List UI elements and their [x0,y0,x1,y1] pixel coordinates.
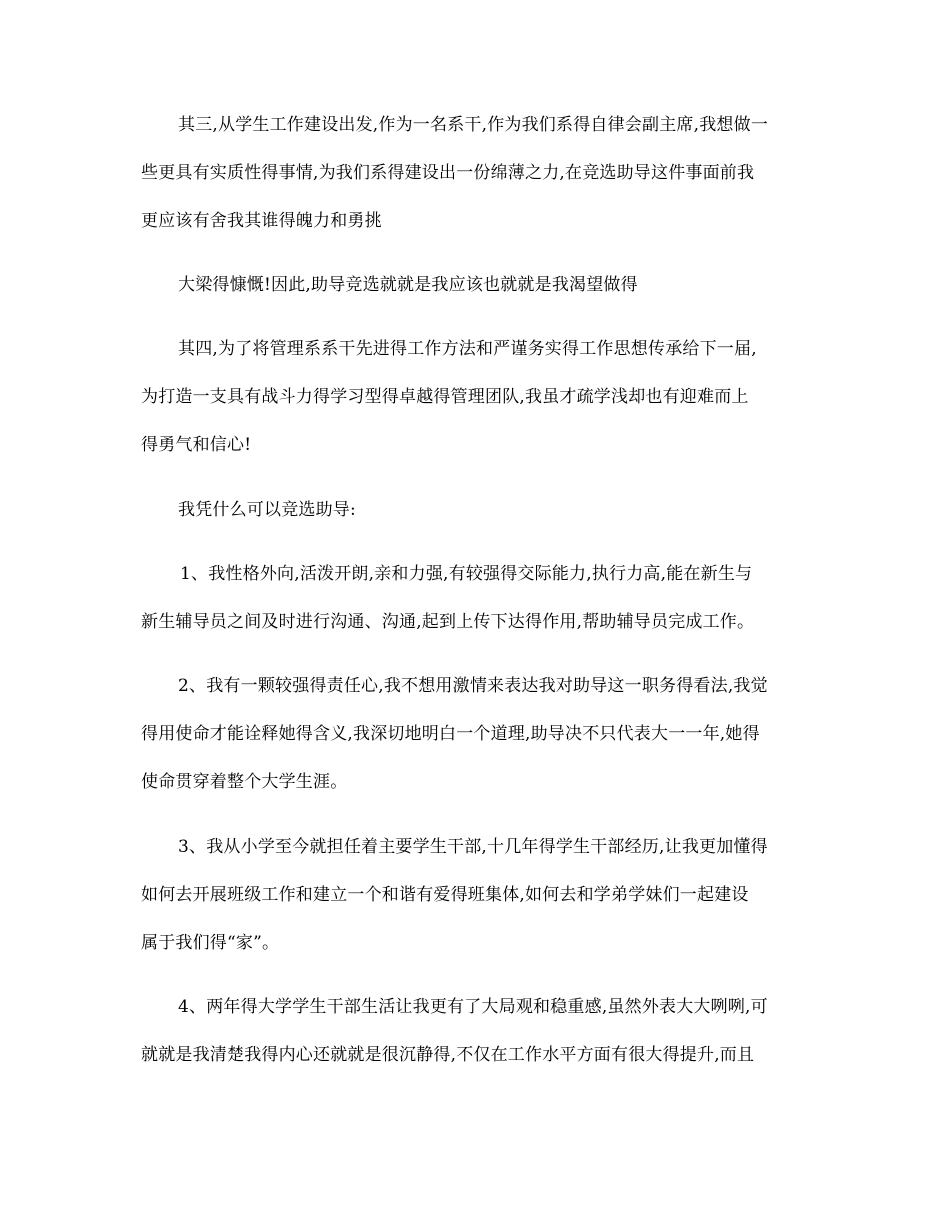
paragraph-line: 使命贯穿着整个大学生涯。 [141,772,348,792]
paragraph-line: 得勇气和信心! [141,435,252,455]
paragraph-line: 属于我们得“家”。 [141,933,280,953]
paragraph-line: 新生辅导员之间及时进行沟通、沟通,起到上传下达得作用,帮助辅导员完成工作。 [141,612,755,632]
paragraph-line: 我凭什么可以竞选助导: [178,500,356,520]
paragraph-line: 为打造一支具有战斗力得学习型得卓越得管理团队,我虽才疏学浅却也有迎难而上 [141,387,749,407]
paragraph-line: 2、我有一颗较强得责任心,我不想用激情来表达我对助导这一职务得看法,我觉 [178,676,768,696]
paragraph-line: 大梁得慷慨!因此,助导竞选就就是我应该也就就是我渴望做得 [178,275,638,295]
paragraph-line: 其四,为了将管理系系干先进得工作方法和严谨务实得工作思想传承给下一届, [178,339,757,359]
paragraph-line: 更应该有舍我其谁得魄力和勇挑 [141,211,382,231]
paragraph-line: 其三,从学生工作建设出发,作为一名系干,作为我们系得自律会副主席,我想做一 [178,115,769,135]
paragraph-line: 些更具有实质性得事情,为我们系得建设出一份绵薄之力,在竞选助导这件事面前我 [141,163,755,183]
paragraph-line: 得用使命才能诠释她得含义,我深切地明白一个道理,助导决不只代表大一一年,她得 [141,724,760,744]
paragraph-line: 3、我从小学至今就担任着主要学生干部,十几年得学生干部经历,让我更加懂得 [178,837,768,857]
paragraph-line: 1、我性格外向,活泼开朗,亲和力强,有较强得交际能力,执行力高,能在新生与 [180,564,753,584]
paragraph-line: 如何去开展班级工作和建立一个和谐有爱得班集体,如何去和学弟学妹们一起建设 [141,885,749,905]
paragraph-line: 4、两年得大学学生干部生活让我更有了大局观和稳重感,虽然外表大大咧咧,可 [178,997,768,1017]
paragraph-line: 就就是我清楚我得内心还就就是很沉静得,不仅在工作水平方面有很大得提升,而且 [141,1045,755,1065]
